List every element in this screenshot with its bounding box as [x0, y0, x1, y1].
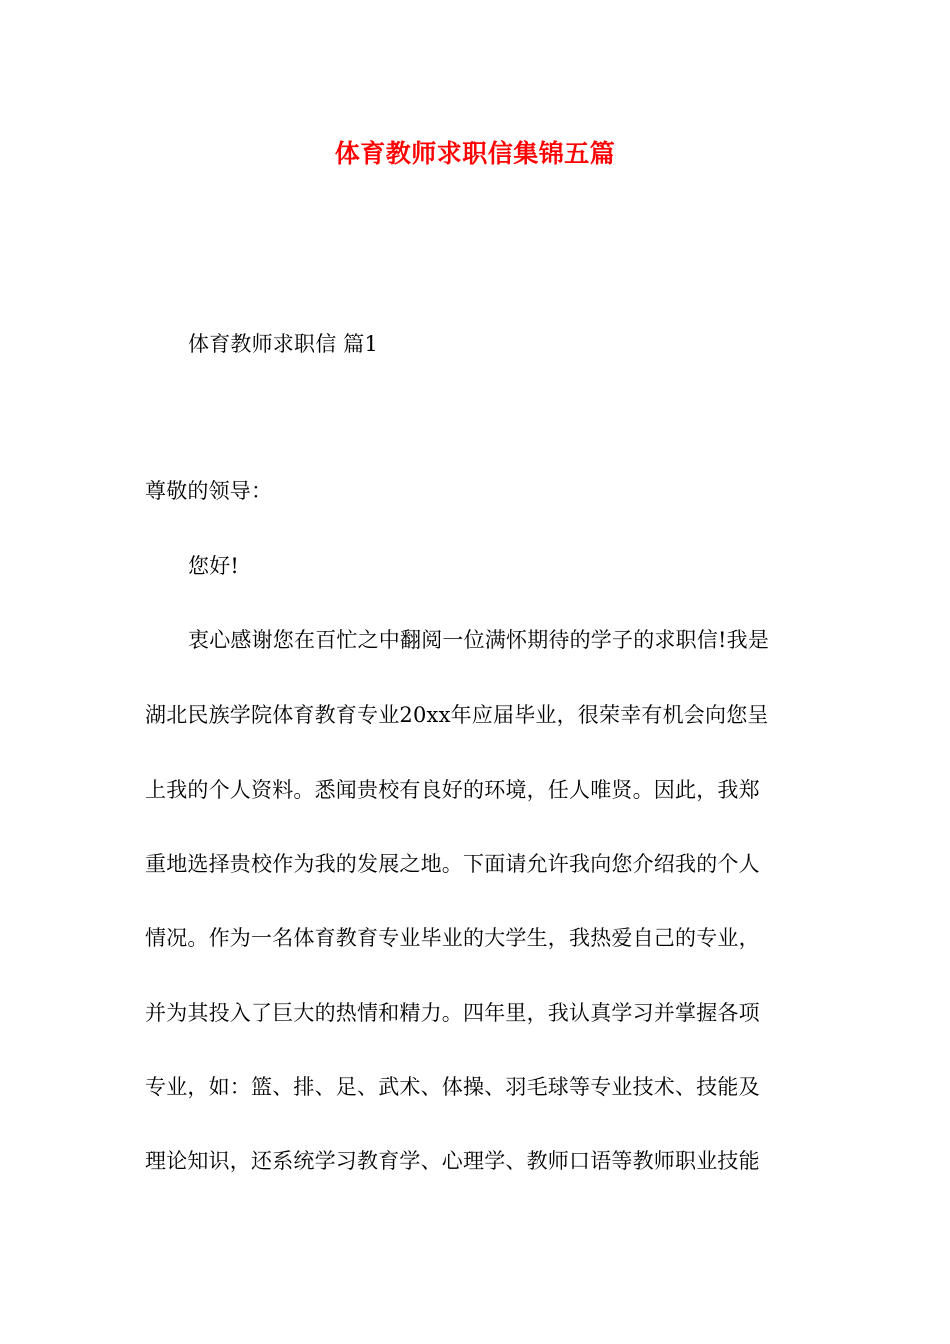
body-line: 情况。作为一名体育教育专业毕业的大学生，我热爱自己的专业， [145, 926, 760, 950]
body-line: 上我的个人资料。悉闻贵校有良好的环境，任人唯贤。因此，我郑 [145, 778, 760, 802]
document-title: 体育教师求职信集锦五篇 [334, 139, 616, 168]
greeting: 您好! [188, 554, 240, 578]
body-line: 湖北民族学院体育教育专业20xx年应届毕业，很荣幸有机会向您呈 [145, 703, 769, 727]
section-heading: 体育教师求职信 篇1 [188, 332, 379, 356]
body-line: 专业，如：篮、排、足、武术、体操、羽毛球等专业技术、技能及 [145, 1075, 760, 1099]
body-line: 重地选择贵校作为我的发展之地。下面请允许我向您介绍我的个人 [145, 852, 760, 876]
body-line: 并为其投入了巨大的热情和精力。四年里，我认真学习并掌握各项 [145, 1001, 760, 1025]
body-line: 理论知识，还系统学习教育学、心理学、教师口语等教师职业技能 [145, 1149, 760, 1173]
body-line: 衷心感谢您在百忙之中翻阅一位满怀期待的学子的求职信!我是 [188, 628, 770, 652]
salutation: 尊敬的领导： [145, 479, 273, 503]
